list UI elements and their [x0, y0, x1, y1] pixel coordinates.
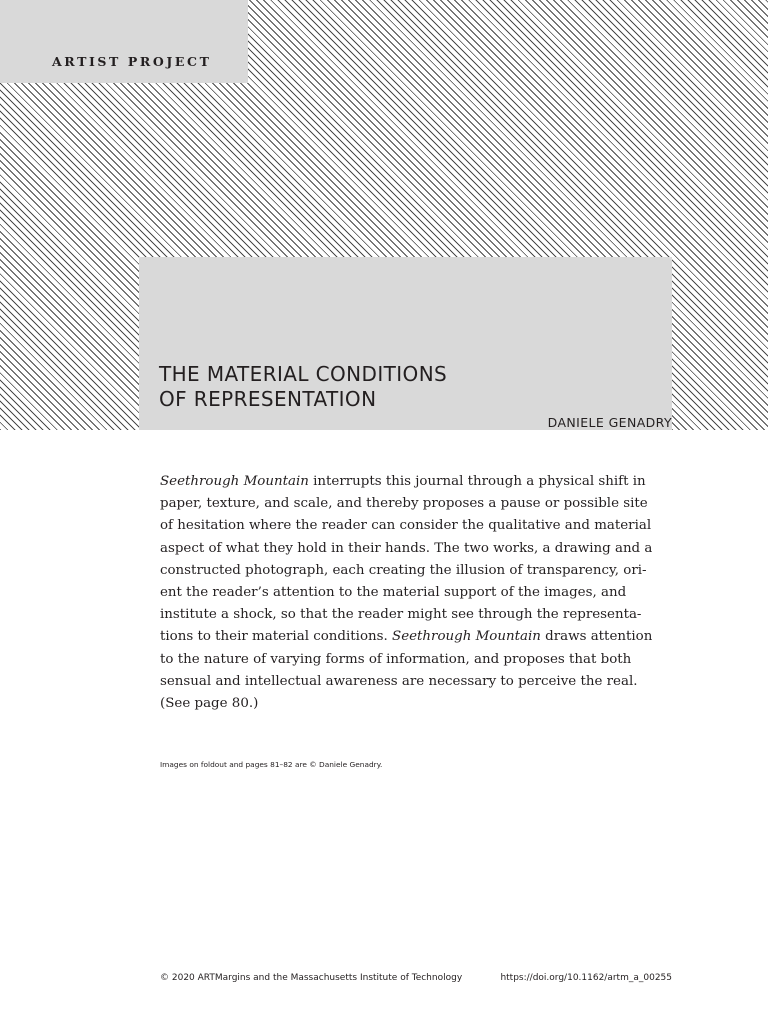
work-title-italic: Seethrough Mountain — [160, 474, 309, 489]
body-line: institute a shock, so that the reader might see through the representa- — [160, 607, 642, 623]
section-label-box — [0, 0, 248, 83]
body-line: (See page 80.) — [160, 696, 259, 712]
body-line: constructed photograph, each creating the illusion of transparency, ori- — [160, 562, 647, 578]
body-line: of hesitation where the reader can consider the qualitative and material — [160, 518, 652, 534]
body-paragraph — [160, 471, 672, 715]
article-title-line-1: THE MATERIAL CONDITIONS — [159, 362, 448, 386]
article-title — [159, 362, 447, 412]
body-line: ent the reader’s attention to the material support of the images, and — [160, 585, 627, 601]
body-line: Seethrough Mountain interrupts this journal through a physical shift in — [160, 474, 646, 489]
author-name: DANIELE GENADRY — [547, 415, 672, 430]
article-title-line-2: OF REPRESENTATION — [159, 387, 377, 411]
work-title-italic: Seethrough Mountain — [392, 629, 541, 645]
body-line: paper, texture, and scale, and thereby proposes a pause or possible site — [160, 496, 648, 512]
section-label: ARTIST PROJECT — [52, 54, 212, 69]
footer-doi-link[interactable]: https://doi.org/10.1162/artm_a_00255 — [500, 973, 672, 983]
body-line: sensual and intellectual awareness are necessary to perceive the real. — [160, 673, 638, 689]
body-line: to the nature of varying forms of information, and proposes that both — [160, 651, 632, 667]
body-line: aspect of what they hold in their hands. The two works, a drawing and a — [160, 540, 653, 556]
body-line: tions to their material conditions. Seethrough Mountain draws attention — [160, 629, 653, 645]
title-box — [139, 257, 672, 430]
image-credit-note: Images on foldout and pages 81–82 are © Daniele Genadry. — [160, 760, 383, 769]
footer-copyright: © 2020 ARTMargins and the Massachusetts Institute of Technology — [160, 973, 463, 983]
